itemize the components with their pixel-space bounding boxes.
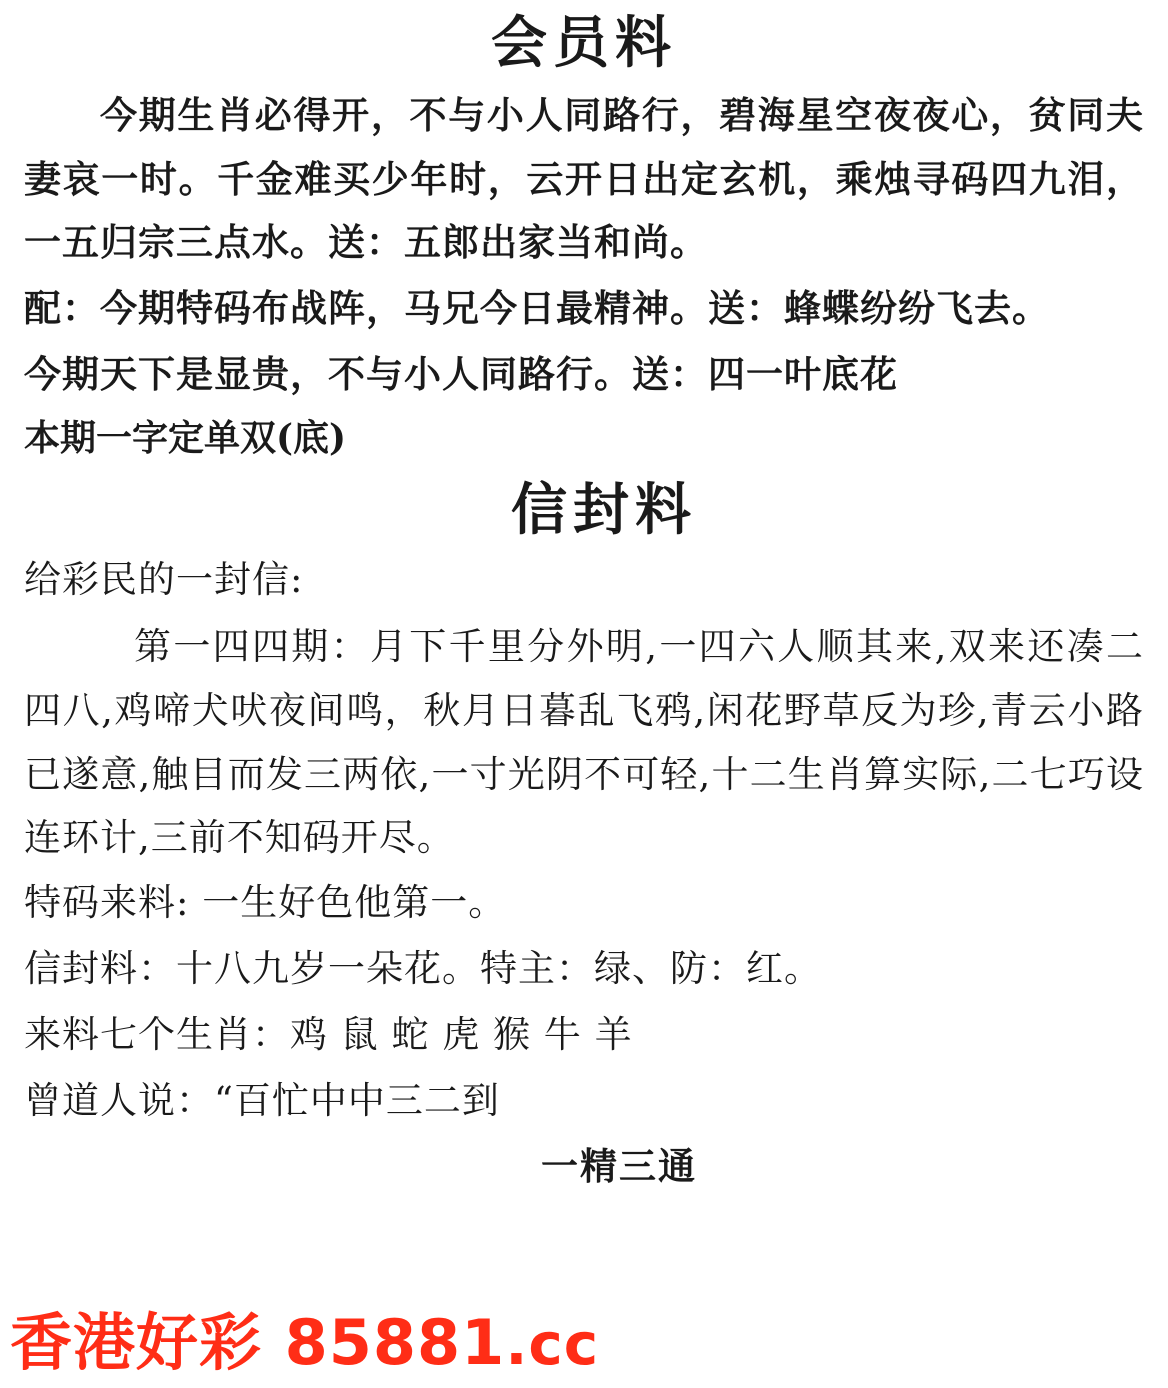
envelope-section xyxy=(24,549,1144,1190)
letter-line-quote: 曾道人说：“百忙中中三二到 xyxy=(24,1079,500,1123)
section-title-envelope: 信封料 xyxy=(511,477,697,544)
watermark-suffix: .cc xyxy=(505,1310,600,1378)
letter-line-temacode: 特码来料: 一生好色他第一。 xyxy=(24,880,507,924)
letter-line-zodiac: 来料七个生肖：鸡 鼠 蛇 虎 猴 牛 羊 xyxy=(24,1013,633,1057)
member-paragraph: 今期生肖必得开，不与小人同路行，碧海星空夜夜心，贫同夫妻哀一时。千金难买少年时，云开日出定玄机，乘烛寻码四九泪，一五归宗三点水。送：五郎出家当和尚。 xyxy=(24,93,1144,265)
member-line-pei: 配：今期特码布战阵，马兄今日最精神。送：蜂蝶纷纷飞去。 xyxy=(24,285,1050,330)
member-line-today: 今期天下是显贵，不与小人同路行。送：四一叶底花 xyxy=(24,352,898,397)
watermark-number: 85881 xyxy=(284,1306,506,1379)
letter-salutation: 给彩民的一封信: xyxy=(24,558,304,602)
letter-line-xinfengliao: 信封料：十八九岁一朵花。特主：绿、防：红。 xyxy=(24,947,822,990)
watermark xyxy=(10,1293,599,1382)
section-title-member: 会员料 xyxy=(491,10,677,76)
member-line-odd-even: 本期一字定单双(底) xyxy=(24,417,347,460)
letter-line-cut: 一精三通 xyxy=(541,1144,697,1189)
letter-issue-paragraph: 第一四四期：月下千里分外明,一四六人顺其来,双来还凑二四八,鸡啼犬吠夜间鸣，秋月日暮乱飞鸦,闲花野草反为珍,青云小路已遂意,触目而发三两依,一寸光阴不可轻,十二生肖算实际,二七巧设连环计,三前不知码开尽。 xyxy=(24,625,1144,860)
watermark-text-cn: 香港好彩 xyxy=(10,1306,263,1379)
